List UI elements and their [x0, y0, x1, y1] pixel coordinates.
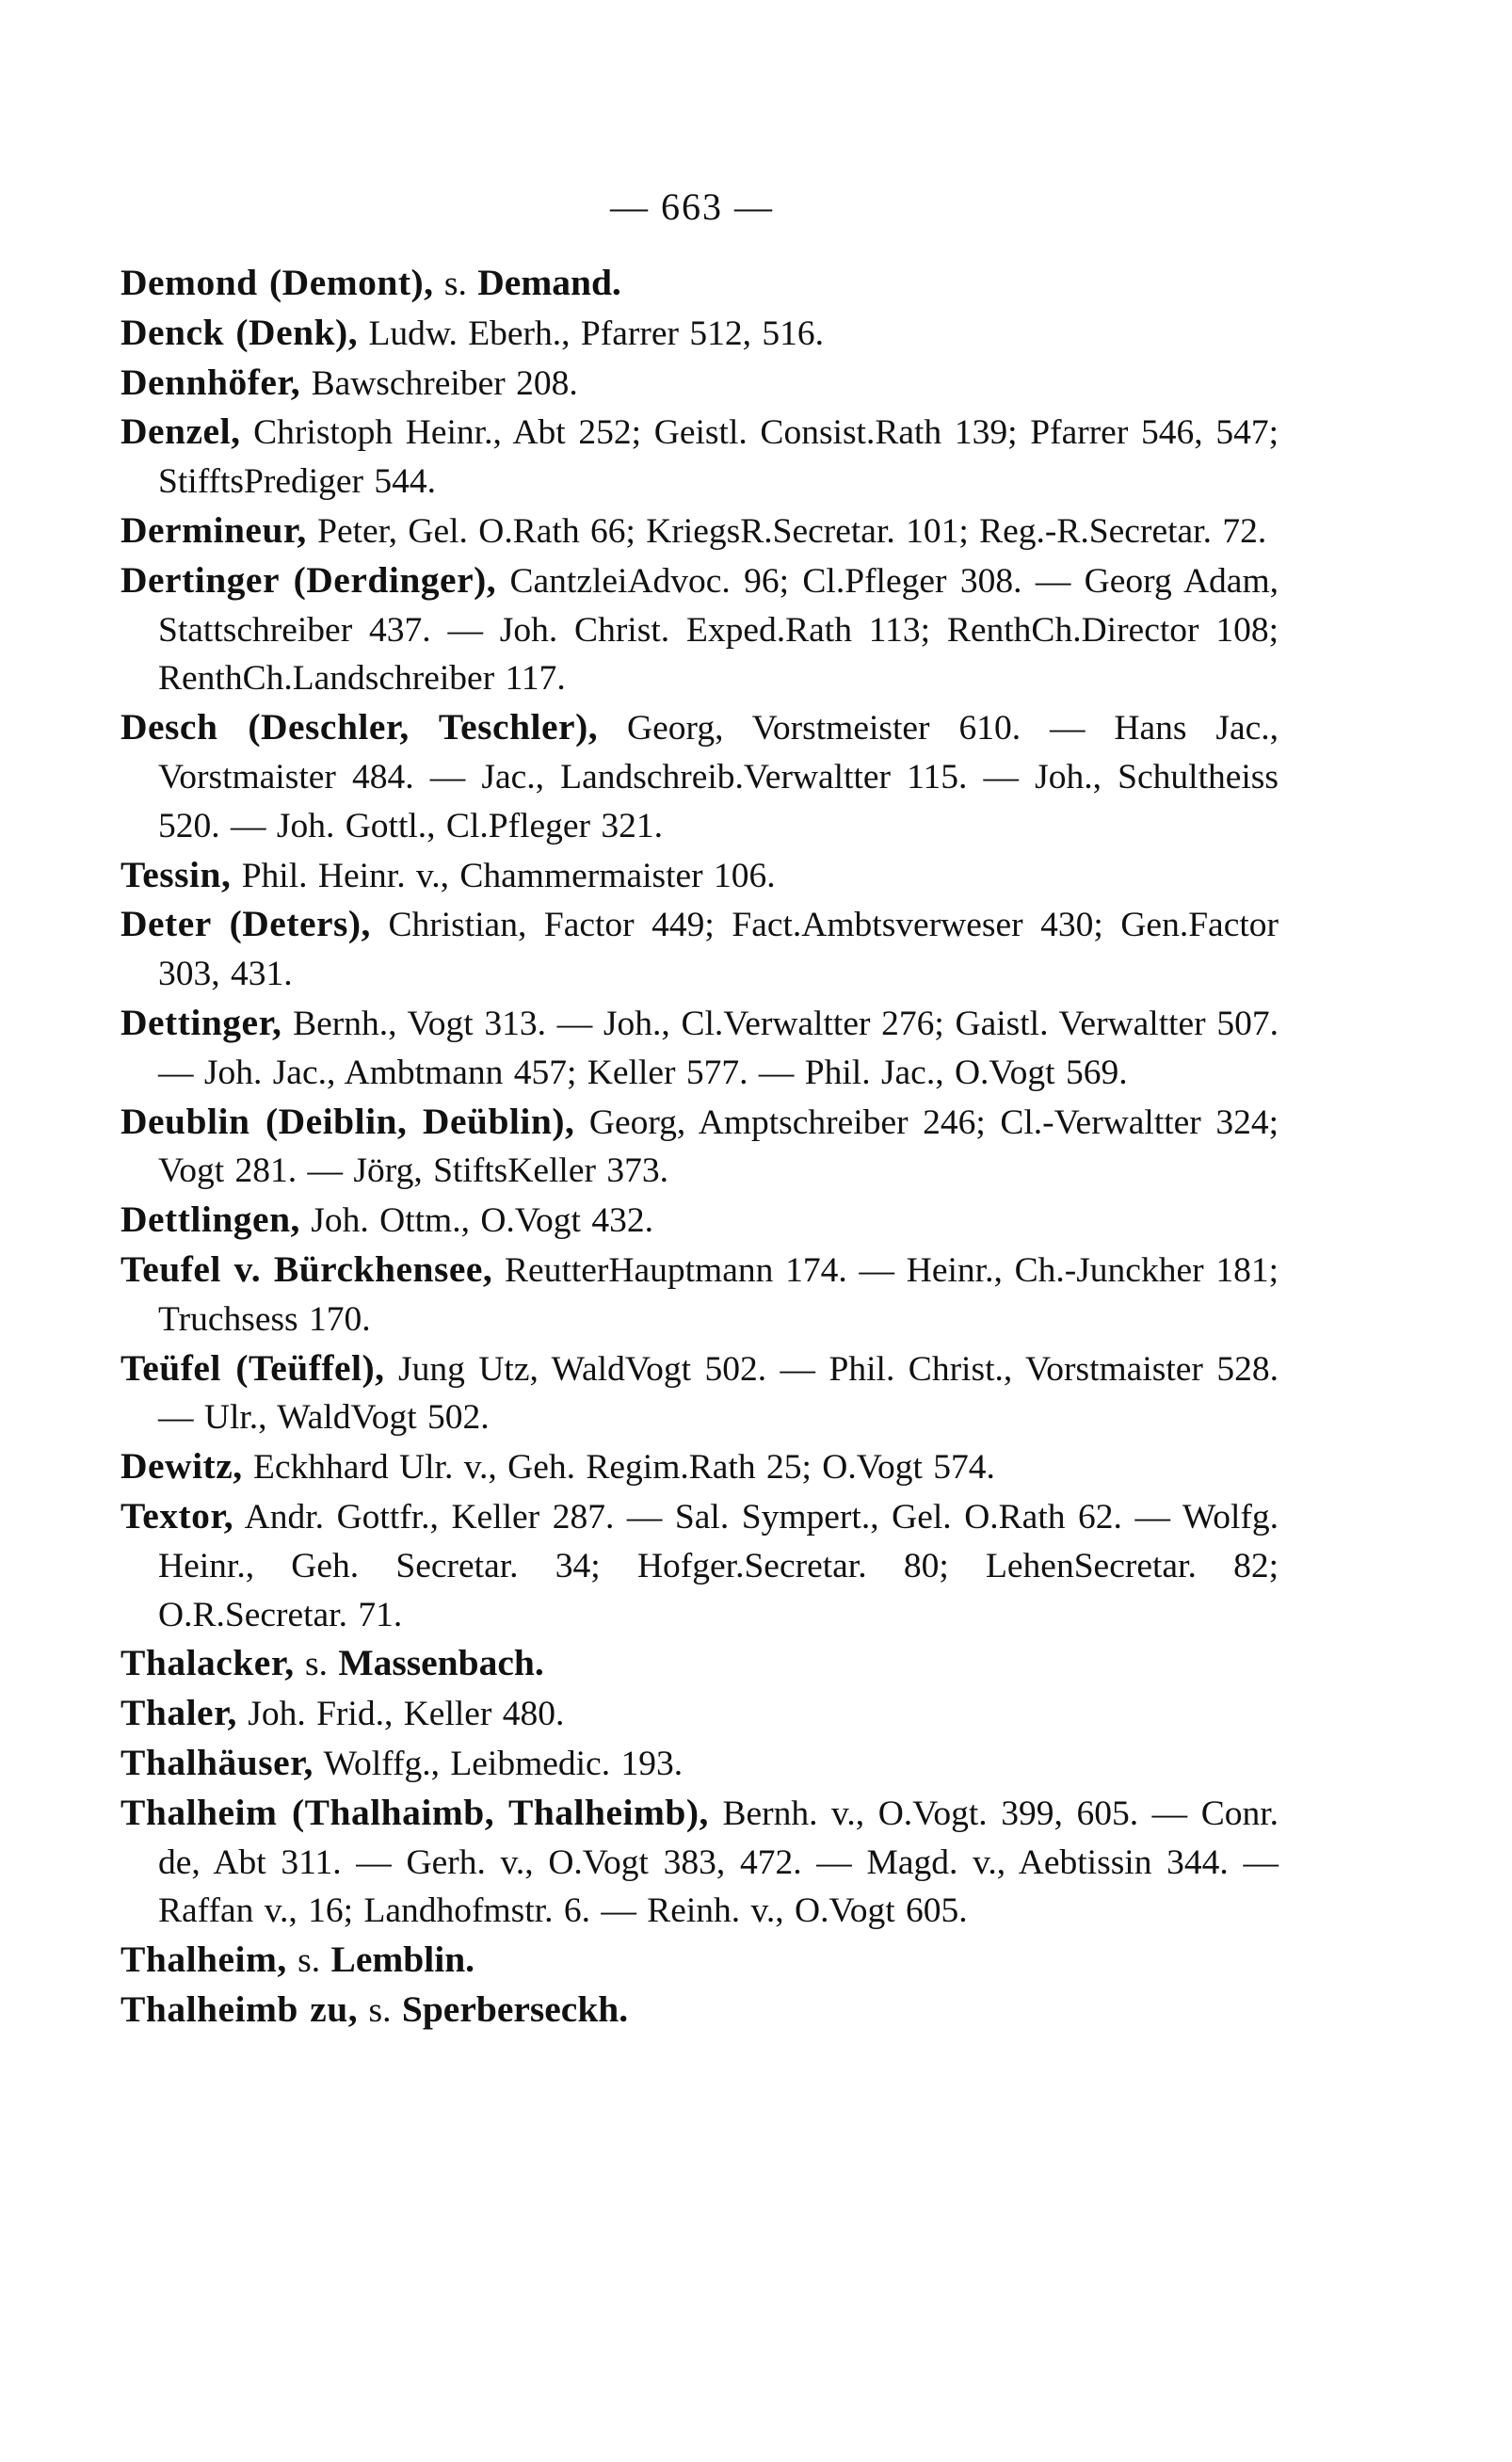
index-entry: [121, 1344, 1279, 1443]
entry-headword: Textor,: [121, 1494, 234, 1537]
entry-cross-reference: Lemblin.: [330, 1939, 475, 1981]
entry-cross-reference: Massenbach.: [338, 1642, 544, 1684]
entry-headword: Thaler,: [121, 1692, 237, 1734]
entry-text: CantzleiAdvoc. 96; Cl.Pfleger 308. — Georg Adam, Stattschreiber 437. — Joh. Christ. Exped.Rath 113; RenthCh.Director 108; RenthCh.Landschreiber 117.: [158, 561, 1279, 699]
page-number: — 663 —: [610, 185, 774, 228]
entry-headword: Thalheim,: [121, 1939, 287, 1981]
index-entry: [121, 1986, 1279, 2036]
entry-text: Wolffg., Leibmedic. 193.: [323, 1744, 684, 1783]
index-entry: [121, 851, 1279, 901]
entry-text: Georg, Amptschreiber 246; Cl.-Verwaltter 324; Vogt 281. — Jörg, StiftsKeller 373.: [158, 1102, 1279, 1191]
entry-text: Jung Utz, WaldVogt 502. — Phil. Christ., Vorstmaister 528. — Ulr., WaldVogt 502.: [158, 1349, 1279, 1438]
entry-headword: Dettinger,: [121, 1001, 282, 1043]
entry-text: Christian, Factor 449; Fact.Ambtsverweser 430; Gen.Factor 303, 431.: [158, 906, 1279, 994]
entry-text: Christoph Heinr., Abt 252; Geistl. Consist.Rath 139; Pfarrer 546, 547; StifftsPrediger 544.: [158, 413, 1279, 502]
entry-headword: Thalheim (Thalhaimb, Thalheimb),: [121, 1791, 709, 1833]
index-entry: [121, 1689, 1279, 1739]
entry-headword: Desch (Deschler, Teschler),: [121, 706, 599, 748]
index-entry: [121, 1246, 1279, 1344]
entry-text: s.: [368, 1990, 392, 2030]
entry-text: Bawschreiber 208.: [311, 363, 578, 403]
entry-headword: Demond (Demont),: [121, 262, 434, 303]
index-entry: [121, 1196, 1279, 1246]
entry-text: Joh. Ottm., O.Vogt 432.: [311, 1201, 653, 1241]
index-entry: [121, 1442, 1279, 1492]
entry-headword: Denzel,: [121, 410, 241, 453]
index-entry: [121, 703, 1279, 850]
index-entry: [121, 1739, 1279, 1789]
index-entry: [121, 1936, 1279, 1986]
entry-headword: Dennhöfer,: [121, 361, 301, 403]
index-entry: [121, 408, 1279, 507]
entry-text: Andr. Gottfr., Keller 287. — Sal. Sympert., Gel. O.Rath 62. — Wolfg. Heinr., Geh. Secretar. 34; Hofger.Secretar. 80; LehenSecretar. 82; O.R.Secretar. 71.: [158, 1497, 1279, 1634]
index-entry: [121, 309, 1279, 359]
entry-text: Phil. Heinr. v., Chammermaister 106.: [241, 856, 776, 895]
entry-text: s.: [298, 1941, 321, 1981]
entry-headword: Thalacker,: [121, 1642, 295, 1684]
entry-text: Ludw. Eberh., Pfarrer 512, 516.: [368, 314, 825, 353]
entry-text: ReutterHauptmann 174. — Heinr., Ch.-Junckher 181; Truchsess 170.: [158, 1250, 1279, 1339]
index-entry: [121, 1789, 1279, 1936]
entry-text: s.: [304, 1645, 328, 1684]
index-entry: [121, 359, 1279, 409]
index-entry: [121, 900, 1279, 999]
entry-headword: Teufel v. Bürckhensee,: [121, 1247, 493, 1290]
entry-cross-reference: Demand.: [477, 262, 621, 303]
entry-headword: Dermineur,: [121, 508, 307, 551]
entry-cross-reference: Sperberseckh.: [401, 1987, 629, 2030]
entry-headword: Teüfel (Teüffel),: [121, 1346, 385, 1389]
entry-headword: Tessin,: [121, 853, 232, 895]
entry-text: Bernh. v., O.Vogt. 399, 605. — Conr. de, Abt 311. — Gerh. v., O.Vogt 383, 472. — Magd. v., Aebtissin 344. — Raffan v., 16; Landhofmstr. 6. — Reinh. v., O.Vogt 605.: [158, 1794, 1279, 1931]
index-entry: [121, 1639, 1279, 1689]
entry-headword: Dewitz,: [121, 1445, 243, 1488]
index-entry: [121, 259, 1279, 309]
entry-headword: Thalhäuser,: [121, 1741, 314, 1783]
entry-text: Joh. Frid., Keller 480.: [248, 1695, 565, 1734]
entry-text: Peter, Gel. O.Rath 66; KriegsR.Secretar. 101; Reg.-R.Secretar. 72.: [317, 511, 1267, 551]
index-entry: [121, 556, 1279, 703]
entry-headword: Thalheimb zu,: [121, 1987, 359, 2030]
entry-headword: Dertinger (Derdinger),: [121, 558, 497, 601]
entry-headword: Denck (Denk),: [121, 311, 359, 353]
index-entries: [121, 259, 1279, 2036]
entry-text: Bernh., Vogt 313. — Joh., Cl.Verwaltter 276; Gaistl. Verwaltter 507. — Joh. Jac., Ambtmann 457; Keller 577. — Phil. Jac., O.Vogt 569.: [158, 1004, 1279, 1092]
entry-text: Georg, Vorstmeister 610. — Hans Jac., Vorstmaister 484. — Jac., Landschreib.Verwaltter 115. — Joh., Schultheiss 520. — Joh. Gottl., Cl.Pfleger 321.: [158, 709, 1279, 845]
index-entry: [121, 1492, 1279, 1639]
index-entry: [121, 1098, 1279, 1197]
entry-text: s.: [443, 265, 467, 303]
index-entry: [121, 999, 1279, 1098]
entry-headword: Dettlingen,: [121, 1199, 300, 1241]
index-entry: [121, 507, 1279, 556]
entry-headword: Deter (Deters),: [121, 903, 371, 945]
entry-text: Eckhhard Ulr. v., Geh. Regim.Rath 25; O.Vogt 574.: [253, 1448, 995, 1488]
entry-headword: Deublin (Deiblin, Deüblin),: [121, 1100, 575, 1142]
